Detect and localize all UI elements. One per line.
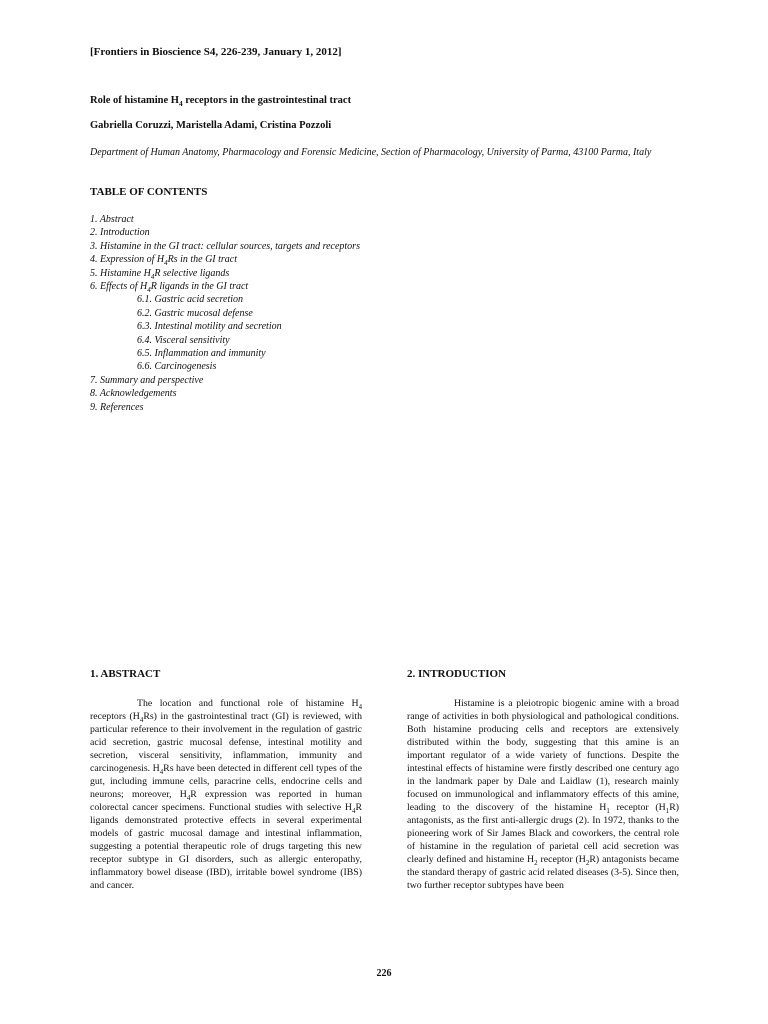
subscript: 1 xyxy=(606,807,610,815)
text-run: receptor (H xyxy=(609,802,666,813)
subscript: 4 xyxy=(352,807,356,815)
toc-item-text: 6.3. Intestinal motility and secretion xyxy=(137,321,282,333)
toc-item-text-end: Rs in the GI tract xyxy=(167,254,238,266)
text-run: R expression was reported in human colorectal cancer specimens. Functional studies with selective H xyxy=(90,789,362,813)
text-run: Rs have been detected in different cell types of the gut, including immune cells, paracrine cells, endocrine cells and neurons; moreover, H xyxy=(90,763,362,800)
toc-item-text: 2. Introduction xyxy=(90,227,150,239)
subscript: 2 xyxy=(534,859,538,867)
toc-item xyxy=(90,280,360,293)
abstract-paragraph xyxy=(90,697,362,892)
toc-item-text: 9. References xyxy=(90,401,144,413)
toc-item-subscript: 4 xyxy=(150,272,155,281)
toc-item-text: 6.1. Gastric acid secretion xyxy=(137,294,244,306)
subscript: 4 xyxy=(159,768,164,776)
page-number: 226 xyxy=(376,968,392,979)
toc-item xyxy=(90,374,360,387)
toc-item xyxy=(90,267,360,280)
toc-item-text: 6.4. Visceral sensitivity xyxy=(137,334,230,346)
toc-subitem xyxy=(90,320,360,333)
toc-subitem xyxy=(90,307,360,320)
subscript: 1 xyxy=(665,807,670,815)
toc-item-text-end: R selective ligands xyxy=(154,267,230,279)
toc-heading: TABLE OF CONTENTS xyxy=(90,186,208,198)
table-of-contents xyxy=(90,213,360,414)
affiliation: Department of Human Anatomy, Pharmacology and Forensic Medicine, Section of Pharmacology, University of Parma, 43100 Parma, Italy xyxy=(90,147,652,158)
authors: Gabriella Coruzzi, Maristella Adami, Cristina Pozzoli xyxy=(90,120,332,131)
toc-subitem xyxy=(90,347,360,360)
toc-item-text: 8. Acknowledgements xyxy=(90,388,177,400)
subscript: 4 xyxy=(358,703,362,711)
toc-item-text: 5. Histamine H xyxy=(90,267,151,279)
abstract-heading: 1. ABSTRACT xyxy=(90,668,161,680)
toc-item-subscript: 4 xyxy=(147,286,151,295)
toc-item-text: 6.2. Gastric mucosal defense xyxy=(137,307,253,319)
subscript: 2 xyxy=(585,859,590,867)
article-title xyxy=(90,95,352,109)
text-run: R) antagonists became the standard therapy of gastric acid related diseases (3-5). Since then, two further receptor subtypes have been xyxy=(407,854,680,891)
text-run: receptor (H xyxy=(537,854,586,865)
toc-subitem xyxy=(90,360,360,373)
toc-item-text: 6.5. Inflammation and immunity xyxy=(137,348,266,360)
toc-subitem xyxy=(90,334,360,347)
toc-item xyxy=(90,387,360,400)
toc-item-text: 7. Summary and perspective xyxy=(90,374,204,386)
toc-item xyxy=(90,253,360,266)
text-run: receptors (H xyxy=(90,711,140,722)
toc-item xyxy=(90,226,360,239)
toc-item-text: 3. Histamine in the GI tract: cellular sources, targets and receptors xyxy=(90,240,360,252)
introduction-body xyxy=(407,697,679,892)
text-run: Rs) in the gastrointestinal tract (GI) is reviewed, with particular reference to their involvement in the regulation of gastric acid secretion, gastric mucosal defense, intestinal motility and secretion, visceral sensitivity, inflammation, immunity and carcinogenesis. H xyxy=(90,711,362,774)
toc-item-text: 6. Effects of H xyxy=(90,281,148,293)
text-run: The location and functional role of histamine H xyxy=(137,698,359,709)
toc-item xyxy=(90,240,360,253)
title-text-start: Role of histamine H xyxy=(90,95,179,106)
subscript: 4 xyxy=(186,794,191,802)
introduction-heading: 2. INTRODUCTION xyxy=(407,668,507,680)
abstract-body xyxy=(90,697,362,892)
toc-item-subscript: 4 xyxy=(164,259,168,268)
text-run: Histamine is a pleiotropic biogenic amine with a broad range of activities in both physiological and pathological conditions. Both histamine producing cells and receptors are extensively distributed within the body, suggesting that this amine is an important regulator of a wide variety of functions. Despite the intestinal effects of histamine were firstly described one century ago in the landmark paper by Dale and Laidlaw (1), research mainly focused on immunological and inflammatory effects of this amine, leading to the discovery of the histamine H xyxy=(407,698,679,813)
toc-item-text: 4. Expression of H xyxy=(90,254,165,266)
toc-subitem xyxy=(90,293,360,306)
title-subscript: 4 xyxy=(178,99,183,109)
introduction-paragraph xyxy=(407,697,679,892)
journal-header: [Frontiers in Bioscience S4, 226-239, January 1, 2012] xyxy=(90,46,342,58)
title-text-end: receptors in the gastrointestinal tract xyxy=(182,95,352,106)
toc-item xyxy=(90,213,360,226)
toc-item-text: 6.6. Carcinogenesis xyxy=(137,361,217,373)
text-run: R ligands demonstrated protective effects in several experimental models of gastric mucosal damage and intestinal inflammation, suggesting a potential therapeutic role of drugs targeting this new receptor subtype in GI disorders, such as allergic enteropathy, inflammatory bowel disease (IBD), irritable bowel syndrome (IBS) and cancer. xyxy=(90,802,362,891)
toc-item xyxy=(90,401,360,414)
toc-item-text: 1. Abstract xyxy=(90,214,134,225)
toc-item-text-end: R ligands in the GI tract xyxy=(150,281,249,293)
subscript: 4 xyxy=(139,716,144,724)
text-run: R) antagonists, as the first anti-allergic drugs (2). In 1972, thanks to the pioneering work of Sir James Black and coworkers, the central role of histamine in the regulation of parietal cell acid secretion was clearly defined and histamine H xyxy=(407,802,679,865)
